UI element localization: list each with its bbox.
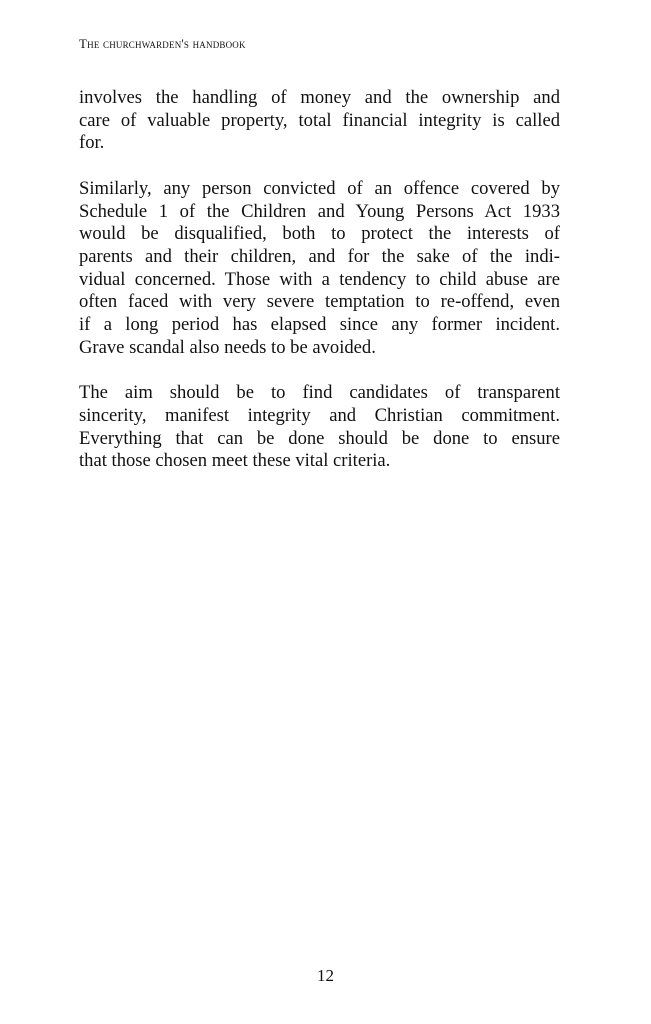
running-head: The churchwarden's handbook [79,36,246,51]
text-line: would be disqualified, both to protect the interests of [79,223,560,245]
text-line: care of valuable property, total financial integrity is called [79,109,560,131]
page-number: 12 [317,966,334,985]
text-line: involves the handling of money and the ownership and [79,87,560,108]
text-line: Schedule 1 of the Children and Young Persons Act 1933 [79,200,560,222]
text-line: Grave scandal also needs to be avoided. [79,336,376,358]
paragraph-2 [79,178,560,360]
body-text [79,87,560,496]
text-line: that those chosen meet these vital criteria. [79,450,391,472]
paragraph-1 [79,87,560,155]
text-line: Everything that can be done should be done to ensure [79,427,560,449]
text-line: if a long period has elapsed since any former incident. [79,314,560,336]
text-line: Similarly, any person convicted of an offence covered by [79,177,560,199]
text-line: The aim should be to find candidates of transparent [79,382,560,404]
text-line: for. [79,132,105,154]
text-line: parents and their children, and for the sake of the indi- [79,245,560,267]
paragraph-3 [79,382,560,473]
text-line: vidual concerned. Those with a tendency to child abuse are [79,268,560,290]
text-line: sincerity, manifest integrity and Christian commitment. [79,404,560,426]
text-line: often faced with very severe temptation to re-offend, even [79,291,560,313]
